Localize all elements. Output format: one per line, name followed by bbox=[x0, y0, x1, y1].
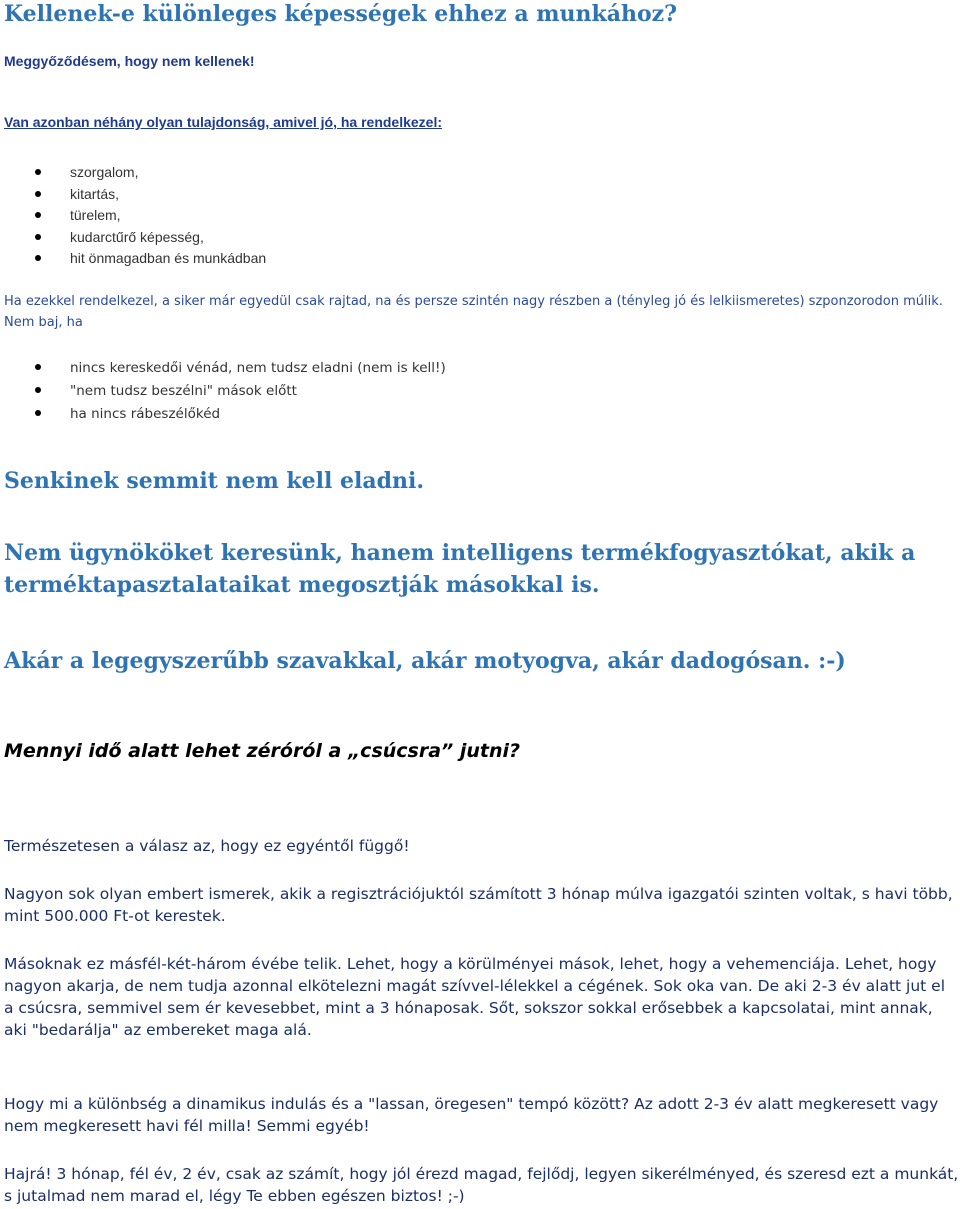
list-item-text: hit önmagadban és munkádban bbox=[70, 250, 267, 266]
list-item bbox=[4, 357, 446, 380]
list-item-text: szorgalom, bbox=[70, 164, 139, 180]
bullet-icon bbox=[35, 387, 41, 393]
list-item bbox=[4, 162, 266, 184]
list-item-text: nincs kereskedői vénád, nem tudsz eladni (nem is kell!) bbox=[70, 360, 446, 376]
list-item bbox=[4, 184, 266, 206]
list-item-text: kudarctűrő képesség, bbox=[70, 228, 204, 245]
simple-words-heading: Akár a legegyszerűbb szavakkal, akár motyogva, akár dadogósan. :-) bbox=[4, 648, 846, 674]
list-item bbox=[4, 227, 266, 249]
bullet-icon bbox=[35, 212, 41, 218]
success-paragraph: Ha ezekkel rendelkezel, a siker már egyedül csak rajtad, na és persze szintén nagy részben a (tényleg jó és lelkiismeretes) szponzorodon múlik. Nem baj, ha bbox=[4, 294, 943, 330]
consumers-heading: Nem ügynököket keresünk, hanem intelligens termékfogyasztókat, akik a terméktapasztalataikat megosztják másokkal is. bbox=[4, 540, 916, 598]
page-title: Kellenek-e különleges képességek ehhez a munkához? bbox=[4, 1, 678, 27]
body-paragraph: Nagyon sok olyan embert ismerek, akik a regisztrációjuktól számított 3 hónap múlva igazgatói szinten voltak, s havi több, mint 500.000 Ft-ot kerestek. bbox=[4, 885, 953, 925]
no-selling-heading: Senkinek semmit nem kell eladni. bbox=[4, 468, 425, 494]
bullet-icon bbox=[35, 364, 41, 370]
not-needed-list bbox=[4, 357, 446, 426]
list-item-text: ha nincs rábeszélőkéd bbox=[70, 406, 221, 422]
body-paragraph: Hogy mi a különbség a dinamikus indulás és a "lassan, öregesen" tempó között? Az adott 2-3 év alatt megkeresett vagy nem megkeresett havi fél milla! Semmi egyéb! bbox=[4, 1095, 939, 1135]
list-item bbox=[4, 380, 446, 403]
list-item-text: "nem tudsz beszélni" mások előtt bbox=[70, 383, 297, 399]
bullet-icon bbox=[35, 255, 41, 261]
list-item bbox=[4, 205, 266, 227]
intro-statement: Meggyőződésem, hogy nem kellenek! bbox=[4, 53, 255, 69]
qualities-intro: Van azonban néhány olyan tulajdonság, amivel jó, ha rendelkezel: bbox=[4, 114, 443, 130]
bullet-icon bbox=[35, 191, 41, 197]
list-item-text: kitartás, bbox=[70, 185, 120, 202]
body-paragraph: Másoknak ez másfél-két-három évébe telik. Lehet, hogy a körülményei mások, lehet, hogy a vehemenciája. Lehet, hogy nagyon akarja, de nem tudja azonnal elkötelezni magát szívvel-lélekkel a cégének. Sok oka van. De aki 2-3 év alatt jut el a csúcsra, semmivel sem ér kevesebbet, mint a 3 hónaposak. Sőt, sokszor sokkal erősebbek a kapcsolatai, mint annak, aki "bedarálja" az embereket maga alá. bbox=[4, 955, 946, 1039]
qualities-list bbox=[4, 162, 266, 270]
bullet-icon bbox=[35, 234, 41, 240]
body-paragraph: Természetesen a válasz az, hogy ez egyéntől függő! bbox=[4, 837, 410, 855]
time-to-top-heading: Mennyi idő alatt lehet zéróról a „csúcsra” jutni? bbox=[4, 740, 521, 762]
body-paragraph: Hajrá! 3 hónap, fél év, 2 év, csak az számít, hogy jól érezd magad, fejlődj, legyen sikerélményed, és szeresd ezt a munkát, s jutalmad nem marad el, légy Te ebben egészen biztos! ;-) bbox=[4, 1165, 959, 1205]
bullet-icon bbox=[35, 169, 41, 175]
list-item bbox=[4, 403, 446, 426]
list-item bbox=[4, 248, 266, 270]
list-item-text: türelem, bbox=[70, 207, 121, 223]
bullet-icon bbox=[35, 410, 41, 416]
